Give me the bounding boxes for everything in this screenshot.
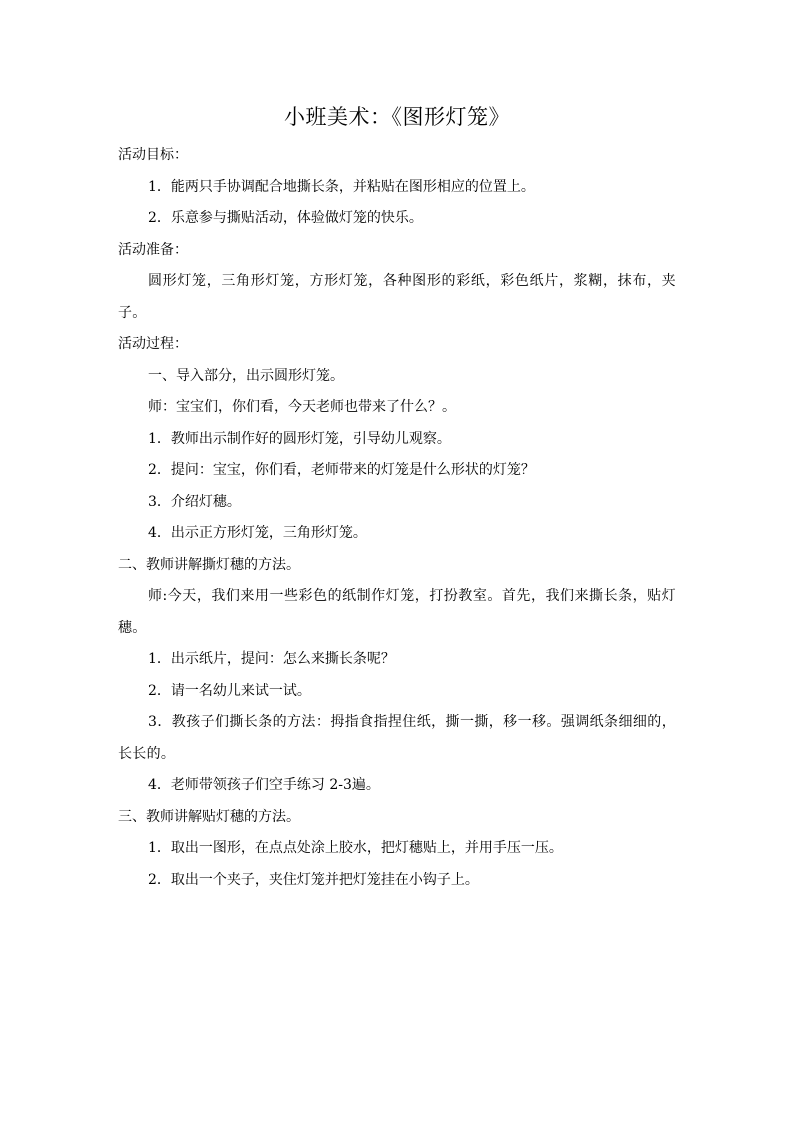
paste-method-heading: 三、教师讲解贴灯穗的方法。 xyxy=(118,808,300,825)
goal-item-1: 1．能两只手协调配合地撕长条，并粘贴在图形相应的位置上。 xyxy=(148,178,535,195)
preparation-heading: 活动准备： xyxy=(118,241,188,258)
document-title: 小班美术：《图形灯笼》 xyxy=(284,105,510,129)
tear-method-paragraph: 师:今天，我们来用一些彩色的纸制作灯笼，打扮教室。首先，我们来撕长条，贴灯穗。 xyxy=(118,588,676,636)
tear-step-3: 3．教孩子们撕长条的方法：拇指食指捏住纸，撕一撕，移一移。强调纸条细细的，长长的。 xyxy=(118,714,676,762)
preparation-paragraph: 圆形灯笼，三角形灯笼，方形灯笼，各种图形的彩纸，彩色纸片，浆糊，抹布，夹子。 xyxy=(118,273,676,321)
teacher-question: 师：宝宝们，你们看，今天老师也带来了什么？。 xyxy=(148,399,456,415)
paste-step-1: 1．取出一图形，在点点处涂上胶水，把灯穗贴上，并用手压一压。 xyxy=(148,840,563,856)
tear-method-heading: 二、教师讲解撕灯穗的方法。 xyxy=(118,556,300,573)
paste-step-2: 2．取出一个夹子，夹住灯笼并把灯笼挂在小钩子上。 xyxy=(148,871,479,888)
intro-step-4: 4．出示正方形灯笼，三角形灯笼。 xyxy=(148,525,367,541)
tear-step-2: 2．请一名幼儿来试一试。 xyxy=(148,682,311,699)
intro-step-3: 3．介绍灯穗。 xyxy=(148,493,241,510)
goal-item-2: 2．乐意参与撕贴活动，体验做灯笼的快乐。 xyxy=(148,210,423,226)
tear-step-4: 4．老师带领孩子们空手练习 2-3遍。 xyxy=(148,777,380,793)
intro-step-2: 2．提问：宝宝，你们看，老师带来的灯笼是什么形状的灯笼？ xyxy=(148,462,535,478)
goal-heading: 活动目标： xyxy=(118,147,188,163)
process-intro-heading: 一、导入部分，出示圆形灯笼。 xyxy=(148,367,344,384)
intro-step-1: 1．教师出示制作好的圆形灯笼，引导幼儿观察。 xyxy=(148,430,451,447)
document-body xyxy=(118,140,676,896)
tear-step-1: 1．出示纸片，提问：怎么来撕长条呢？ xyxy=(148,651,395,667)
process-heading: 活动过程： xyxy=(118,336,188,352)
